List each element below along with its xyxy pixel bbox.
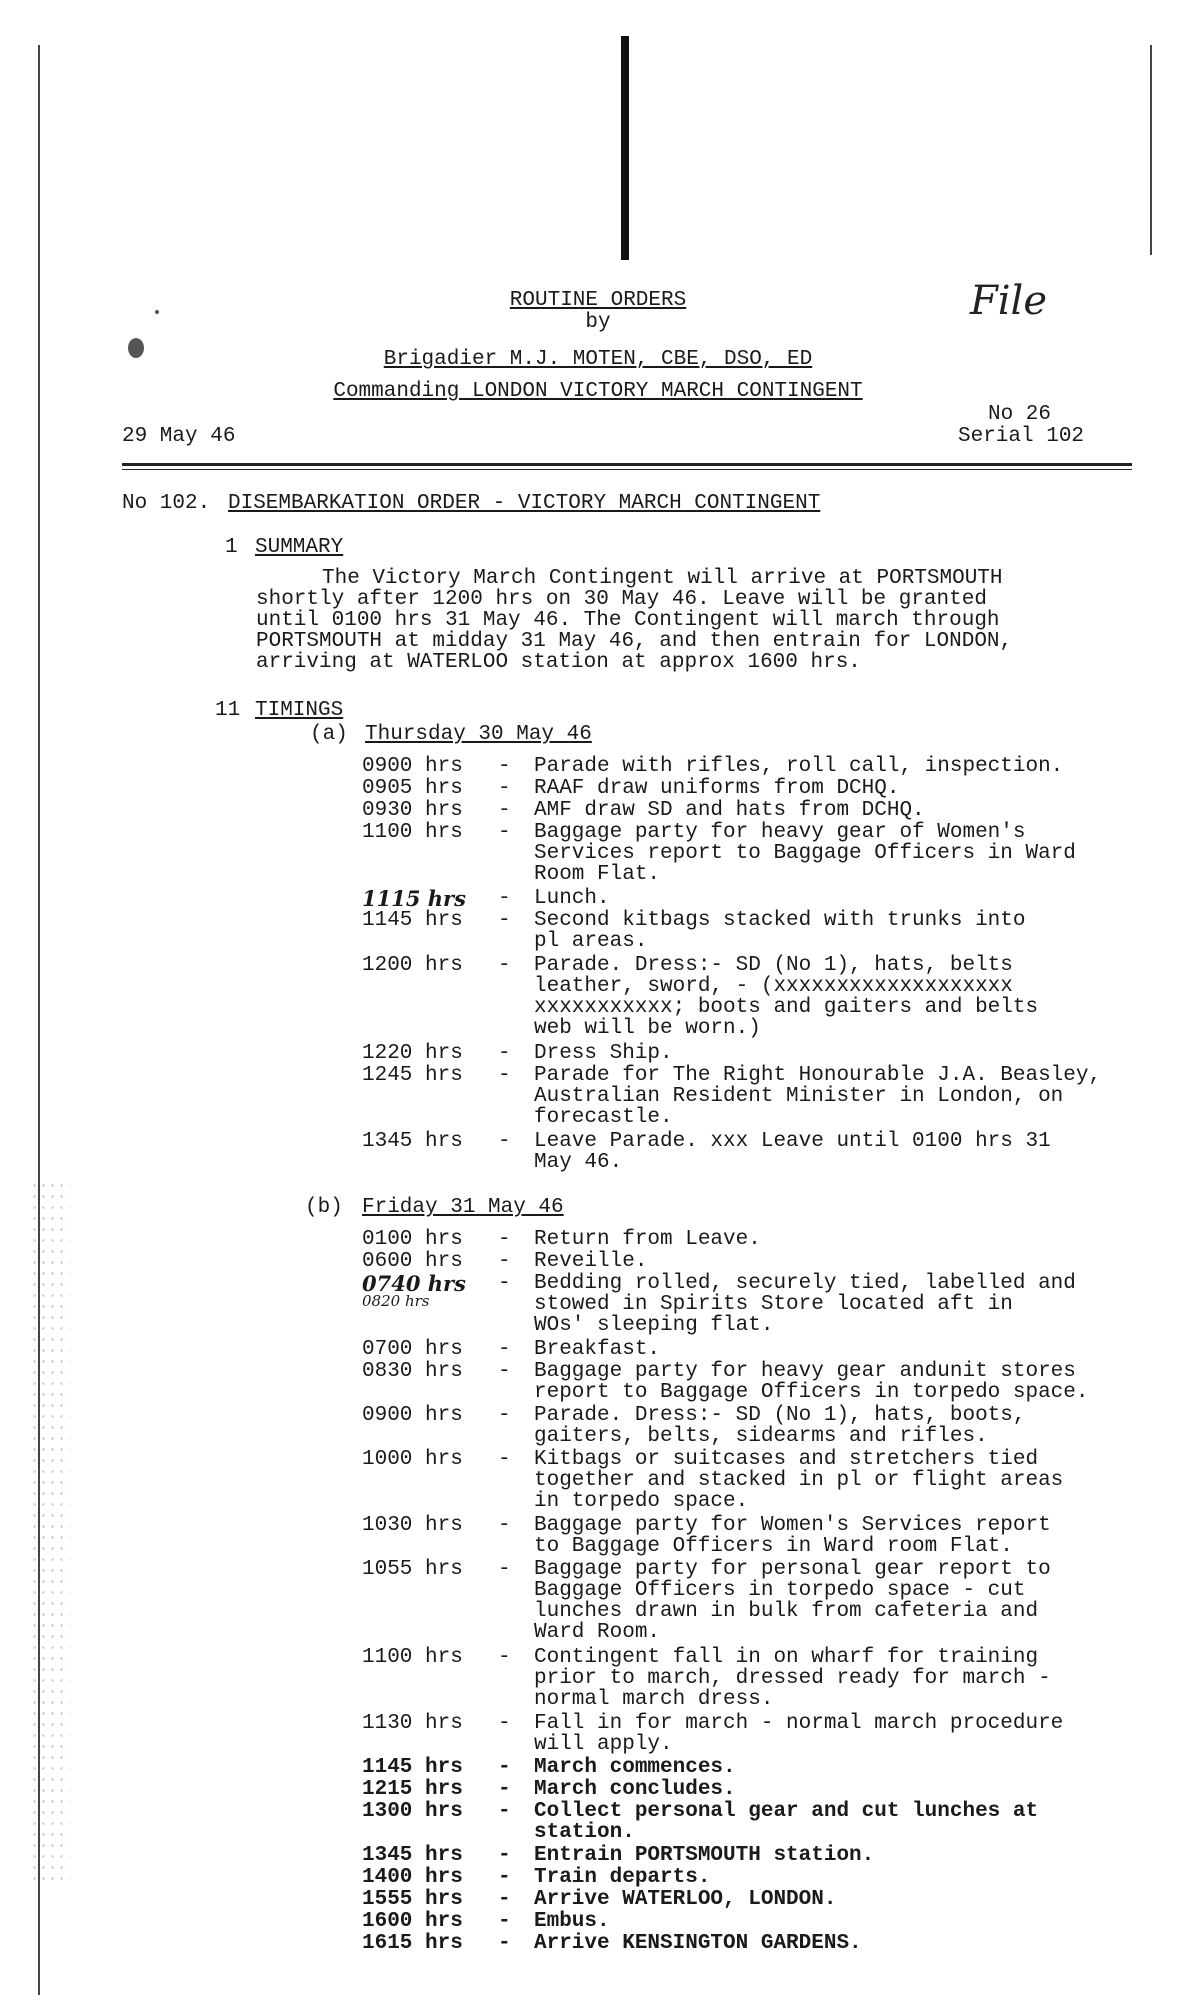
entry-text: Bedding rolled, securely tied, labelled and stowed in Spirits Store located aft in WOs' sleeping flat. [534,1272,1076,1337]
entry-text: Baggage party for personal gear report to Baggage Officers in torpedo space - cut lunches drawn in bulk from cafeteria and Ward Room. [534,1558,1051,1644]
entry-time: 0740 hrs [362,1271,466,1296]
entry-time: 1115 hrs [362,886,466,911]
entry-text: Parade for The Right Honourable J.A. Beasley, Australian Resident Minister in London, on forecastle. [534,1064,1102,1129]
entry-alt-time: 0820 hrs [362,1292,430,1310]
entry-time: 0930 hrs [362,799,463,822]
entry-text: Contingent fall in on wharf for training prior to march, dressed ready for march - normal march dress. [534,1646,1051,1711]
center-bar [621,36,629,260]
entry-time: 1345 hrs [362,1844,463,1867]
entry-text: Leave Parade. xxx Leave until 0100 hrs 31 May 46. [534,1130,1051,1174]
entry-time: 1130 hrs [362,1712,463,1735]
page-title: ROUTINE ORDERS [509,289,687,312]
entry-text: AMF draw SD and hats from DCHQ. [534,799,925,822]
timings-heading: TIMINGS [255,699,344,722]
entry-text: Embus. [534,1910,610,1933]
binder-line-right [1150,45,1152,255]
entry-text: Train departs. [534,1866,711,1889]
entry-text: Parade. Dress:- SD (No 1), hats, belts leather, sword, - (xxxxxxxxxxxxxxxxxxx xxxxxxxxxxx; boots and gaiters and belts web will be worn.) [534,954,1039,1040]
entry-text: Breakfast. [534,1338,661,1361]
entry-text: Second kitbags stacked with trunks into pl areas. [534,909,1026,953]
header-issuer: Brigadier M.J. MOTEN, CBE, DSO, ED [383,348,813,371]
entry-text: Kitbags or suitcases and stretchers tied together and stacked in pl or flight areas in torpedo space. [534,1448,1064,1513]
entry-text: Dress Ship. [534,1042,673,1065]
timings-number: 11 [215,699,241,722]
day-a-title: Thursday 30 May 46 [365,723,592,746]
entry-time: 0905 hrs [362,777,463,800]
summary-number: 1 [225,536,238,559]
entry-text: Return from Leave. [534,1228,761,1251]
entry-time: 1400 hrs [362,1866,463,1889]
entry-time: 0830 hrs [362,1360,463,1383]
header-date: 29 May 46 [122,425,236,448]
day-b-title: Friday 31 May 46 [362,1196,564,1219]
entry-text: Reveille. [534,1250,648,1273]
entry-time: 0700 hrs [362,1338,463,1361]
entry-time: 0900 hrs [362,1404,463,1427]
entry-time: 1145 hrs [362,909,463,932]
entry-time: 1055 hrs [362,1558,463,1581]
day-a-label: (a) [310,723,348,746]
entry-time: 1215 hrs [362,1778,463,1801]
header-number: No 26 [988,403,1052,426]
entry-text: Arrive WATERLOO, LONDON. [534,1888,837,1911]
header-serial: Serial 102 [958,425,1085,448]
entry-time: 1220 hrs [362,1042,463,1065]
entry-text: March commences. [534,1756,736,1779]
summary-heading: SUMMARY [255,536,344,559]
entry-time: 1100 hrs [362,1646,463,1669]
entry-time: 1555 hrs [362,1888,463,1911]
order-title: DISEMBARKATION ORDER - VICTORY MARCH CONTINGENT [228,492,821,515]
entry-time: 1615 hrs [362,1932,463,1955]
header-rule-thin [122,469,1132,470]
entry-text: Parade with rifles, roll call, inspection. [534,755,1064,778]
entry-text: Entrain PORTSMOUTH station. [534,1844,875,1867]
entry-time: 1245 hrs [362,1064,463,1087]
order-number: No 102. [122,492,211,515]
file-note: File [970,278,1048,324]
edge-noise [30,1180,70,1880]
entry-time: 1000 hrs [362,1448,463,1471]
entry-text: Arrive KENSINGTON GARDENS. [534,1932,862,1955]
entry-time: 0600 hrs [362,1250,463,1273]
entry-text: Collect personal gear and cut lunches at station. [534,1800,1039,1844]
entry-time: 1145 hrs [362,1756,463,1779]
header-rule [122,463,1132,466]
entry-text: Baggage party for Women's Services report to Baggage Officers in Ward room Flat. [534,1514,1051,1558]
entry-text: Parade. Dress:- SD (No 1), hats, boots, gaiters, belts, sidearms and rifles. [534,1404,1026,1448]
entry-text: Lunch. [534,887,610,910]
entry-text: Fall in for march - normal march procedure will apply. [534,1712,1064,1756]
entry-time: 1345 hrs [362,1130,463,1153]
day-b-label: (b) [305,1196,343,1219]
entry-text: March concludes. [534,1778,736,1801]
entry-time: 1030 hrs [362,1514,463,1537]
summary-text: The Victory March Contingent will arrive at PORTSMOUTH shortly after 1200 hrs on 30 May 46. Leave will be granted until 0100 hrs 31 May 46. The Contingent will march through PORTSMOUTH at midday 31 May 46, and then entrain for LONDON, arriving at WATERLOO station at approx 1600 hrs. [256,567,1013,674]
header-command: Commanding LONDON VICTORY MARCH CONTINGENT [333,380,863,403]
header-by: by [585,311,611,334]
entry-text: RAAF draw uniforms from DCHQ. [534,777,900,800]
entry-time: 0900 hrs [362,755,463,778]
entry-time: 1300 hrs [362,1800,463,1823]
entry-time: 0100 hrs [362,1228,463,1251]
entry-text: Baggage party for heavy gear andunit stores report to Baggage Officers in torpedo space. [534,1360,1089,1404]
entry-time: 1100 hrs [362,821,463,844]
entry-text: Baggage party for heavy gear of Women's Services report to Baggage Officers in Ward Room Flat. [534,821,1076,886]
entry-time: 1200 hrs [362,954,463,977]
entry-time: 1600 hrs [362,1910,463,1933]
